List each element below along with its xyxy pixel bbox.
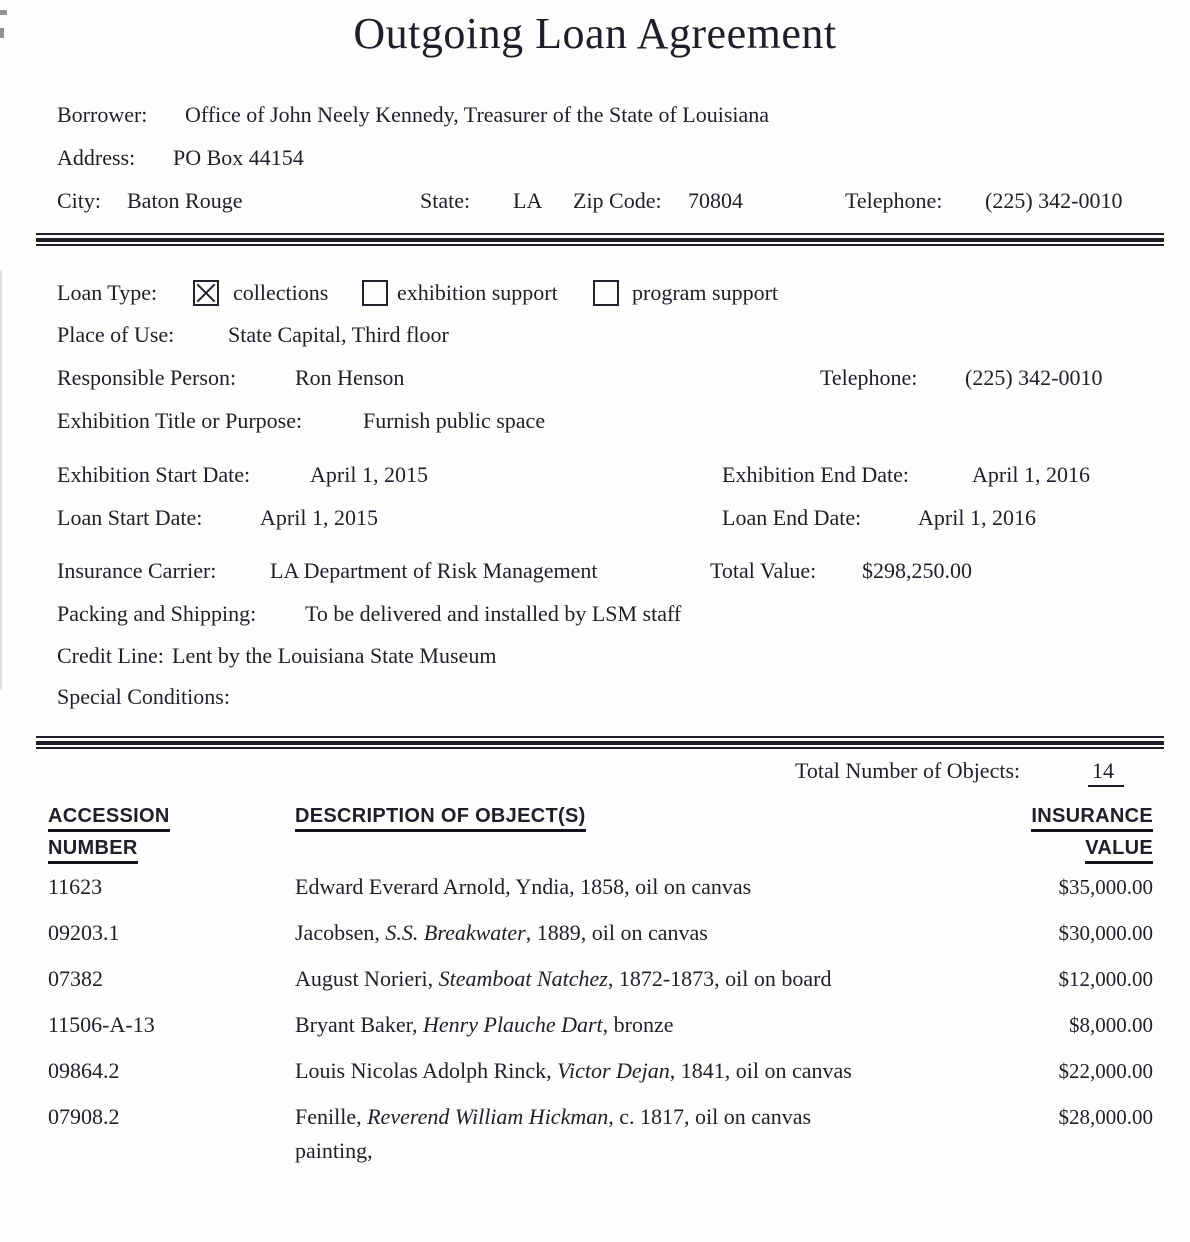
object-description: August Norieri, Steamboat Natchez, 1872-1873, oil on board (295, 966, 832, 991)
special-conditions-label: Special Conditions: (57, 684, 230, 709)
table-row (48, 1100, 1153, 1168)
credit-line-value: Lent by the Louisiana State Museum (172, 643, 497, 668)
place-of-use-value: State Capital, Third floor (228, 322, 449, 347)
loan-type-option-label: program support (632, 280, 779, 305)
document-title: Outgoing Loan Agreement (353, 9, 837, 58)
loan-end-label: Loan End Date: (722, 505, 862, 530)
exhibition-title-row (0, 408, 1190, 440)
table-row (48, 1054, 1153, 1088)
telephone-label: Telephone: (845, 188, 943, 213)
credit-line-row (0, 643, 1190, 675)
exhibition-end-value: April 1, 2016 (972, 462, 1090, 487)
city-value: Baton Rouge (127, 188, 243, 213)
address-label: Address: (57, 145, 136, 170)
object-description: Louis Nicolas Adolph Rinck, Victor Dejan, 1841, oil on canvas (295, 1058, 852, 1083)
insurance-value: $35,000.00 (1058, 875, 1153, 899)
loan-type-label: Loan Type: (57, 280, 158, 305)
insurance-value: $12,000.00 (1058, 967, 1153, 991)
packing-value: To be delivered and installed by LSM staff (305, 601, 682, 626)
responsible-person-value: Ron Henson (295, 365, 405, 390)
accession-number: 09864.2 (48, 1058, 120, 1083)
loan-type-option-label: collections (233, 280, 329, 305)
packing-row (0, 601, 1190, 633)
insurance-value: $8,000.00 (1069, 1013, 1153, 1037)
total-objects-row (0, 758, 1190, 790)
zip-label: Zip Code: (573, 188, 662, 213)
column-header-text: INSURANCE (1031, 804, 1153, 832)
telephone-label: Telephone: (820, 365, 918, 390)
insurance-value: $30,000.00 (1058, 921, 1153, 945)
exhibition-dates-row (0, 462, 1190, 494)
accession-number: 07382 (48, 966, 103, 991)
telephone-value: (225) 342-0010 (965, 365, 1103, 390)
exhibition-title-label: Exhibition Title or Purpose: (57, 408, 303, 433)
column-header-text: DESCRIPTION OF OBJECT(S) (295, 804, 586, 832)
object-description: Jacobsen, S.S. Breakwater, 1889, oil on canvas (295, 920, 708, 945)
loan-start-value: April 1, 2015 (260, 505, 378, 530)
column-header-text: VALUE (1085, 836, 1153, 864)
loan-type-option-label: exhibition support (397, 280, 558, 305)
column-header-text: NUMBER (48, 836, 138, 864)
accession-number: 07908.2 (48, 1104, 120, 1129)
credit-line-label: Credit Line: (57, 643, 164, 668)
insurance-row (0, 558, 1190, 590)
total-objects-label: Total Number of Objects: (795, 758, 1021, 783)
city-state-zip-row (0, 188, 1190, 220)
exhibition-title-value: Furnish public space (363, 408, 546, 433)
checkbox-unchecked-icon (593, 280, 619, 306)
zip-value: 70804 (688, 188, 743, 213)
accession-number: 09203.1 (48, 920, 120, 945)
checkbox-unchecked-icon (362, 280, 388, 306)
total-objects-value: 14 (1088, 758, 1124, 787)
object-description: Edward Everard Arnold, Yndia, 1858, oil on canvas (295, 874, 752, 899)
state-label: State: (420, 188, 471, 213)
total-value-label: Total Value: (710, 558, 817, 583)
loan-dates-row (0, 505, 1190, 537)
loan-start-label: Loan Start Date: (57, 505, 203, 530)
object-description: Fenille, Reverend William Hickman, c. 1817, oil on canvas painting, (295, 1104, 812, 1163)
table-row (48, 870, 1153, 904)
responsible-person-label: Responsible Person: (57, 365, 237, 390)
table-row (48, 962, 1153, 996)
insurance-value: $28,000.00 (1058, 1105, 1153, 1129)
insurance-carrier-value: LA Department of Risk Management (270, 558, 598, 583)
address-row (0, 145, 1190, 177)
exhibition-start-label: Exhibition Start Date: (57, 462, 251, 487)
insurance-value: $22,000.00 (1058, 1059, 1153, 1083)
borrower-label: Borrower: (57, 102, 148, 127)
place-of-use-label: Place of Use: (57, 322, 175, 347)
column-header-description (295, 800, 586, 832)
section-divider (36, 736, 1164, 749)
borrower-value: Office of John Neely Kennedy, Treasurer of the State of Louisiana (185, 102, 770, 127)
checkbox-checked-icon (193, 280, 219, 306)
object-description: Bryant Baker, Henry Plauche Dart, bronze (295, 1012, 674, 1037)
loan-type-row (0, 280, 1190, 312)
city-label: City: (57, 188, 102, 213)
accession-number: 11506-A-13 (48, 1012, 155, 1037)
exhibition-start-value: April 1, 2015 (310, 462, 428, 487)
loan-end-value: April 1, 2016 (918, 505, 1036, 530)
accession-number: 11623 (48, 874, 103, 899)
table-row (48, 1008, 1153, 1042)
insurance-carrier-label: Insurance Carrier: (57, 558, 217, 583)
table-row (48, 916, 1153, 950)
place-of-use-row (0, 322, 1190, 354)
objects-table (48, 870, 1153, 1180)
section-divider (36, 233, 1164, 246)
special-conditions-row (0, 684, 1190, 716)
total-value-value: $298,250.00 (862, 558, 972, 583)
exhibition-end-label: Exhibition End Date: (722, 462, 909, 487)
state-value: LA (513, 188, 543, 213)
column-header-insurance (953, 800, 1153, 864)
telephone-value: (225) 342-0010 (985, 188, 1123, 213)
column-header-text: ACCESSION (48, 804, 170, 832)
responsible-person-row (0, 365, 1190, 397)
address-value: PO Box 44154 (173, 145, 304, 170)
column-header-accession (48, 800, 170, 864)
borrower-row (0, 102, 1190, 134)
packing-label: Packing and Shipping: (57, 601, 257, 626)
